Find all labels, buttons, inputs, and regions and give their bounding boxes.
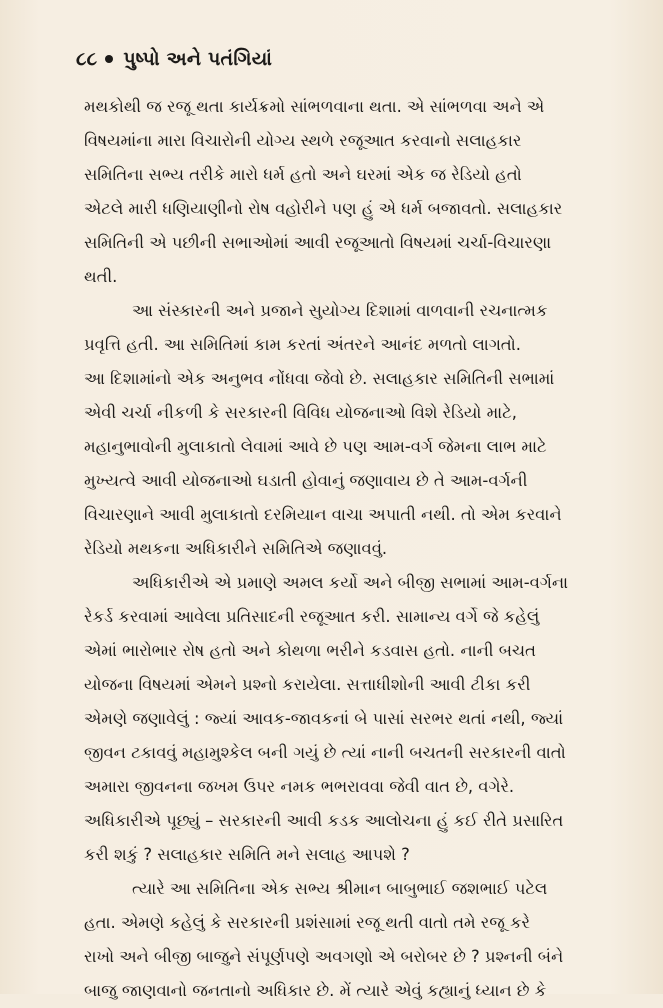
- page-number: ૮૮: [76, 48, 98, 70]
- text-line: અમારા જીવનના જખમ ઉપર નમક ભભરાવવા જેવી વાત છે, વગેરે.: [84, 777, 515, 796]
- page-body-text: [84, 90, 628, 1008]
- text-line: જીવન ટકાવવું મહામુશ્કેલ બની ગયું છે ત્યાં નાની બચતની સરકારની વાતો: [84, 743, 566, 762]
- text-line: આ સંસ્કારની અને પ્રજાને સુયોગ્ય દિશામાં વાળવાની રચનાત્મક: [132, 301, 548, 320]
- text-line: સમિતિના સભ્ય તરીકે મારો ધર્મ હતો અને ઘરમાં એક જ રેડિયો હતો: [84, 165, 522, 184]
- text-line: રાખો અને બીજી બાજુને સંપૂર્ણપણે અવગણો એ બરોબર છે ? પ્રશ્નની બંને: [84, 947, 564, 966]
- text-line: રેકર્ડ કરવામાં આવેલા પ્રતિસાદની રજૂઆત કરી. સામાન્ય વર્ગે જે કહેલું: [84, 607, 540, 626]
- bullet-separator-icon: [105, 55, 113, 63]
- text-line: એટલે મારી ધણિયાણીનો રોષ વહોરીને પણ હું એ ધર્મ બજાવતો. સલાહકાર: [84, 199, 563, 218]
- text-line: રેડિયો મથકના અધિકારીને સમિતિએ જણાવવું.: [84, 539, 388, 558]
- text-line: પ્રવૃત્તિ હતી. આ સમિતિમાં કામ કરતાં અંતરને આનંદ મળતો લાગતો.: [84, 335, 521, 354]
- text-line: એમાં ભારોભાર રોષ હતો અને કોથળા ભરીને કડવાસ હતો. નાની બચત: [84, 641, 536, 660]
- text-line: એવી ચર્ચા નીકળી કે સરકારની વિવિધ યોજનાઓ વિશે રેડિયો માટે,: [84, 403, 517, 422]
- text-line: મહાનુભાવોની મુલાકાતો લેવામાં આવે છે પણ આમ-વર્ગ જેમના લાભ માટે: [84, 437, 547, 456]
- text-line: એમણે જણાવેલું : જ્યાં આવક-જાવકનાં બે પાસાં સરભર થતાં નથી, જ્યાં: [84, 709, 564, 728]
- text-line: વિષયમાંના મારા વિચારોની યોગ્ય સ્થળે રજૂઆત કરવાનો સલાહકાર: [84, 131, 522, 150]
- text-line: અધિકારીએ એ પ્રમાણે અમલ કર્યો અને બીજી સભામાં આમ-વર્ગના: [132, 573, 569, 592]
- text-line: બાજુ જાણવાનો જનતાનો અધિકાર છે. મેં ત્યારે એવું કહ્યાનું ધ્યાન છે કે: [84, 981, 547, 1000]
- text-line: કરી શકું ? સલાહકાર સમિતિ મને સલાહ આપશે ?: [84, 845, 410, 864]
- text-line: મુખ્યત્વે આવી યોજનાઓ ઘડાતી હોવાનું જણાવાય છે તે આમ-વર્ગની: [84, 471, 528, 490]
- text-line: ત્યારે આ સમિતિના એક સભ્ય શ્રીમાન બાબુભાઈ જશભાઈ પટેલ: [132, 879, 548, 898]
- running-header: [76, 44, 272, 74]
- text-line: હતા. એમણે કહેલું કે સરકારની પ્રશંસામાં રજૂ થતી વાતો તમે રજૂ કરે: [84, 913, 531, 932]
- text-line: મથકોથી જ રજૂ થતા કાર્યક્રમો સાંભળવાના થતા. એ સાંભળવા અને એ: [84, 97, 545, 116]
- text-line: આ દિશામાંનો એક અનુભવ નોંધવા જેવો છે. સલાહકાર સમિતિની સભામાં: [84, 369, 555, 388]
- text-line: અધિકારીએ પૂછ્યું – સરકારની આવી કડક આલોચના હું કઈ રીતે પ્રસારિત: [84, 811, 564, 830]
- text-line: સમિતિની એ પછીની સભાઓમાં આવી રજૂઆતો વિષયમાં ચર્ચા-વિચારણા: [84, 233, 552, 252]
- book-title: પુષ્પો અને પતંગિયાં: [123, 48, 273, 70]
- text-line: યોજના વિષયમાં એમને પ્રશ્નો કરાયેલા. સત્તાધીશોની આવી ટીકા કરી: [84, 675, 531, 694]
- text-line: થતી.: [84, 267, 118, 286]
- text-line: વિચારણાને આવી મુલાકાતો દરમિયાન વાચા અપાતી નથી. તો એમ કરવાને: [84, 505, 562, 524]
